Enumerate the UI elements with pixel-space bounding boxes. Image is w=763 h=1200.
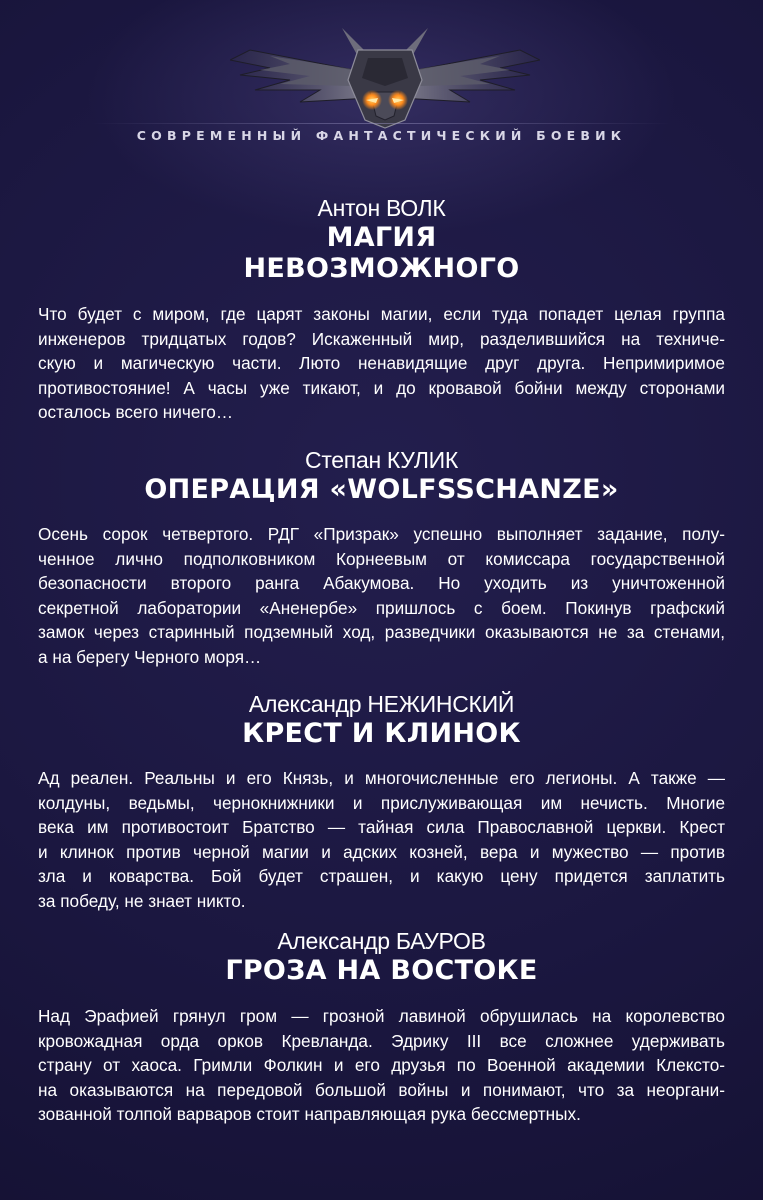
book-title xyxy=(38,474,725,505)
book-title xyxy=(38,955,725,986)
description-line: зованной толпой варваров стоит направляющая рука бессмертных. xyxy=(38,1104,581,1124)
description-line: скую и магическую части. Люто ненавидящие друг друга. Непримиримое xyxy=(38,353,725,373)
book-author: Степан КУЛИК xyxy=(305,447,458,473)
description-line: инженеров тридцатых годов? Искаженный мир, разделившийся на техниче- xyxy=(38,328,725,349)
book-title-line: МАГИЯ xyxy=(326,222,437,253)
series-divider xyxy=(90,123,673,124)
book-title-line: ОПЕРАЦИЯ «WOLFSSCHANZE» xyxy=(144,474,619,505)
book-author: Александр НЕЖИНСКИЙ xyxy=(248,691,515,717)
description-line: Осень сорок четвертого. РДГ «Призрак» успешно выполняет задание, полу- xyxy=(38,524,725,544)
winged-robot-emblem-icon xyxy=(230,20,540,130)
description-line: века им противостоит Братство — тайная сила Православной церкви. Крест xyxy=(38,817,725,837)
book-entry xyxy=(38,690,725,913)
book-title-line: ГРОЗА НА ВОСТОКЕ xyxy=(225,955,538,986)
book-description xyxy=(38,766,725,913)
description-line: кровожадная орда орков Кревланда. Эдрику III все сложнее удерживать xyxy=(38,1030,725,1051)
description-line: страну от хаоса. Гримли Фолкин и его друзья по Военной академии Клексто- xyxy=(38,1055,725,1075)
description-line: безопасности второго ранга Абакумова. Но уходить из уничтоженной xyxy=(38,573,725,593)
description-line: Ад реален. Реальны и его Князь, и многочисленные его легионы. А также — xyxy=(38,768,725,788)
book-title-line: КРЕСТ И КЛИНОК xyxy=(242,718,521,749)
description-line: а на берегу Черного моря… xyxy=(38,646,262,667)
book-entry xyxy=(38,194,725,425)
book-author: Александр БАУРОВ xyxy=(277,928,486,954)
description-line: зла и коварства. Бой будет страшен, и какую цену придется заплатить xyxy=(38,866,725,886)
description-line: Что будет с миром, где царят законы магии, если туда попадет целая группа xyxy=(38,304,725,324)
book-title-line: НЕВОЗМОЖНОГО xyxy=(243,253,520,284)
book-description xyxy=(38,302,725,425)
description-line: Над Эрафией грянул гром — грозной лавиной обрушилась на королевство xyxy=(38,1006,725,1026)
book-description xyxy=(38,1004,725,1127)
description-line: и клинок против черной магии и адских козней, вера и мужество — против xyxy=(38,841,725,862)
book-author: Антон ВОЛК xyxy=(317,195,446,221)
description-line: противостояние! А часы уже тикают, и до кровавой бойни между сторонами xyxy=(38,377,725,398)
description-line: секретной лаборатории «Аненербе» пришлось с боем. Покинув графский xyxy=(38,597,725,618)
book-title xyxy=(38,718,725,749)
book-entry xyxy=(38,446,725,669)
description-line: замок через старинный подземный ход, разведчики оказываются не за стенами, xyxy=(38,622,725,642)
book-description xyxy=(38,522,725,669)
series-name: СОВРЕМЕННЫЙ ФАНТАСТИЧЕСКИЙ БОЕВИК xyxy=(136,128,627,143)
book-title xyxy=(38,222,725,284)
description-line: колдуны, ведьмы, чернокнижники и прислуживающая им нечисть. Многие xyxy=(38,792,725,813)
description-line: на оказываются на передовой большой войны и понимают, что за неоргани- xyxy=(38,1079,725,1100)
description-line: осталось всего ничего… xyxy=(38,402,234,422)
series-header xyxy=(0,0,763,170)
book-entry xyxy=(38,927,725,1127)
description-line: ченное лично подполковником Корнеевым от комиссара государственной xyxy=(38,548,725,569)
description-line: за победу, не знает никто. xyxy=(38,890,246,911)
